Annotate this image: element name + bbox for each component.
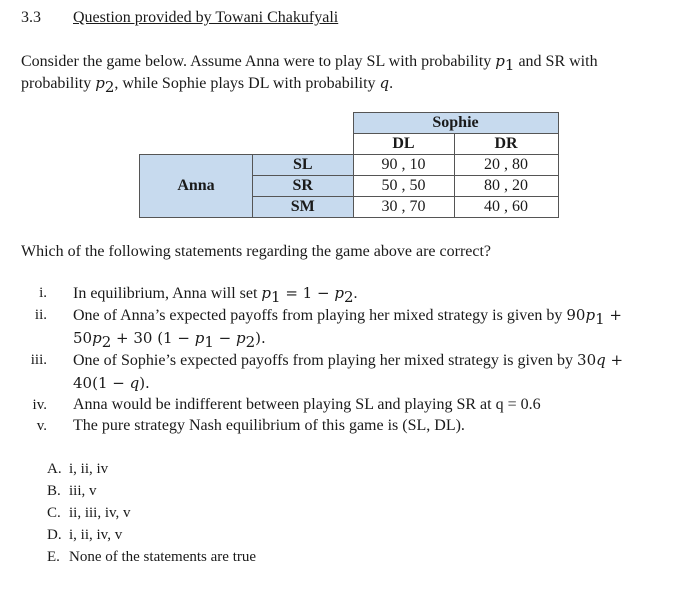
statement-iii-line-2: 40(1 − q). [73,374,150,392]
column-player-label: Sophie [353,113,558,134]
statement-iii-line-1: One of Sophie’s expected payoffs from playing her mixed strategy is given by 30q + [73,351,624,369]
payoff-cell: 80 , 20 [454,176,558,197]
question-title: Question provided by Towani Chakufyali [73,9,339,26]
strategy-sl: SL [253,155,354,176]
payoff-matrix [139,112,559,218]
question-prompt: Which of the following statements regarding the game above are correct? [21,243,492,260]
row-player-label: Anna [140,155,253,218]
statement-ii-line-2: $50p_2 + 30$ $(1 - p_1 - p_2)$. [73,329,266,352]
option-e[interactable]: E. None of the statements are true [47,549,257,565]
statement-i: In equilibrium, Anna will set $p_1 = 1 - p_2$. [73,284,358,307]
numeral-ii: ii. [34,307,47,323]
payoff-cell: 40 , 60 [454,197,558,218]
option-c[interactable]: C. ii, iii, iv, v [47,505,131,521]
payoff-cell: 30 , 70 [353,197,454,218]
option-d[interactable]: D. i, ii, iv, v [47,527,123,543]
intro-line-1: Consider the game below. Assume Anna were to play SL with probability $p_1$ and SR with [21,52,598,75]
option-a[interactable]: A. i, ii, iv [47,461,109,477]
statement-iv: Anna would be indifferent between playing SL and playing SR at q = 0.6 [73,396,541,413]
statement-ii-line-1: One of Anna’s expected payoffs from playing her mixed strategy is given by $90p_1$ + [73,306,622,329]
numeral-i: i. [39,285,47,301]
payoff-cell: 20 , 80 [454,155,558,176]
numeral-v: v. [36,418,47,434]
statement-v: The pure strategy Nash equilibrium of this game is (SL, DL). [73,417,465,434]
strategy-sm: SM [253,197,354,218]
question-number: 3.3 [21,9,41,26]
payoff-cell: 90 , 10 [353,155,454,176]
strategy-dr: DR [454,134,558,155]
payoff-cell: 50 , 50 [353,176,454,197]
strategy-dl: DL [353,134,454,155]
numeral-iii: iii. [30,352,47,368]
numeral-iv: iv. [32,397,47,413]
intro-line-2: probability $p_2$, while Sophie plays DL with probability q. [21,74,394,97]
option-b[interactable]: B. iii, v [47,483,97,499]
strategy-sr: SR [253,176,354,197]
